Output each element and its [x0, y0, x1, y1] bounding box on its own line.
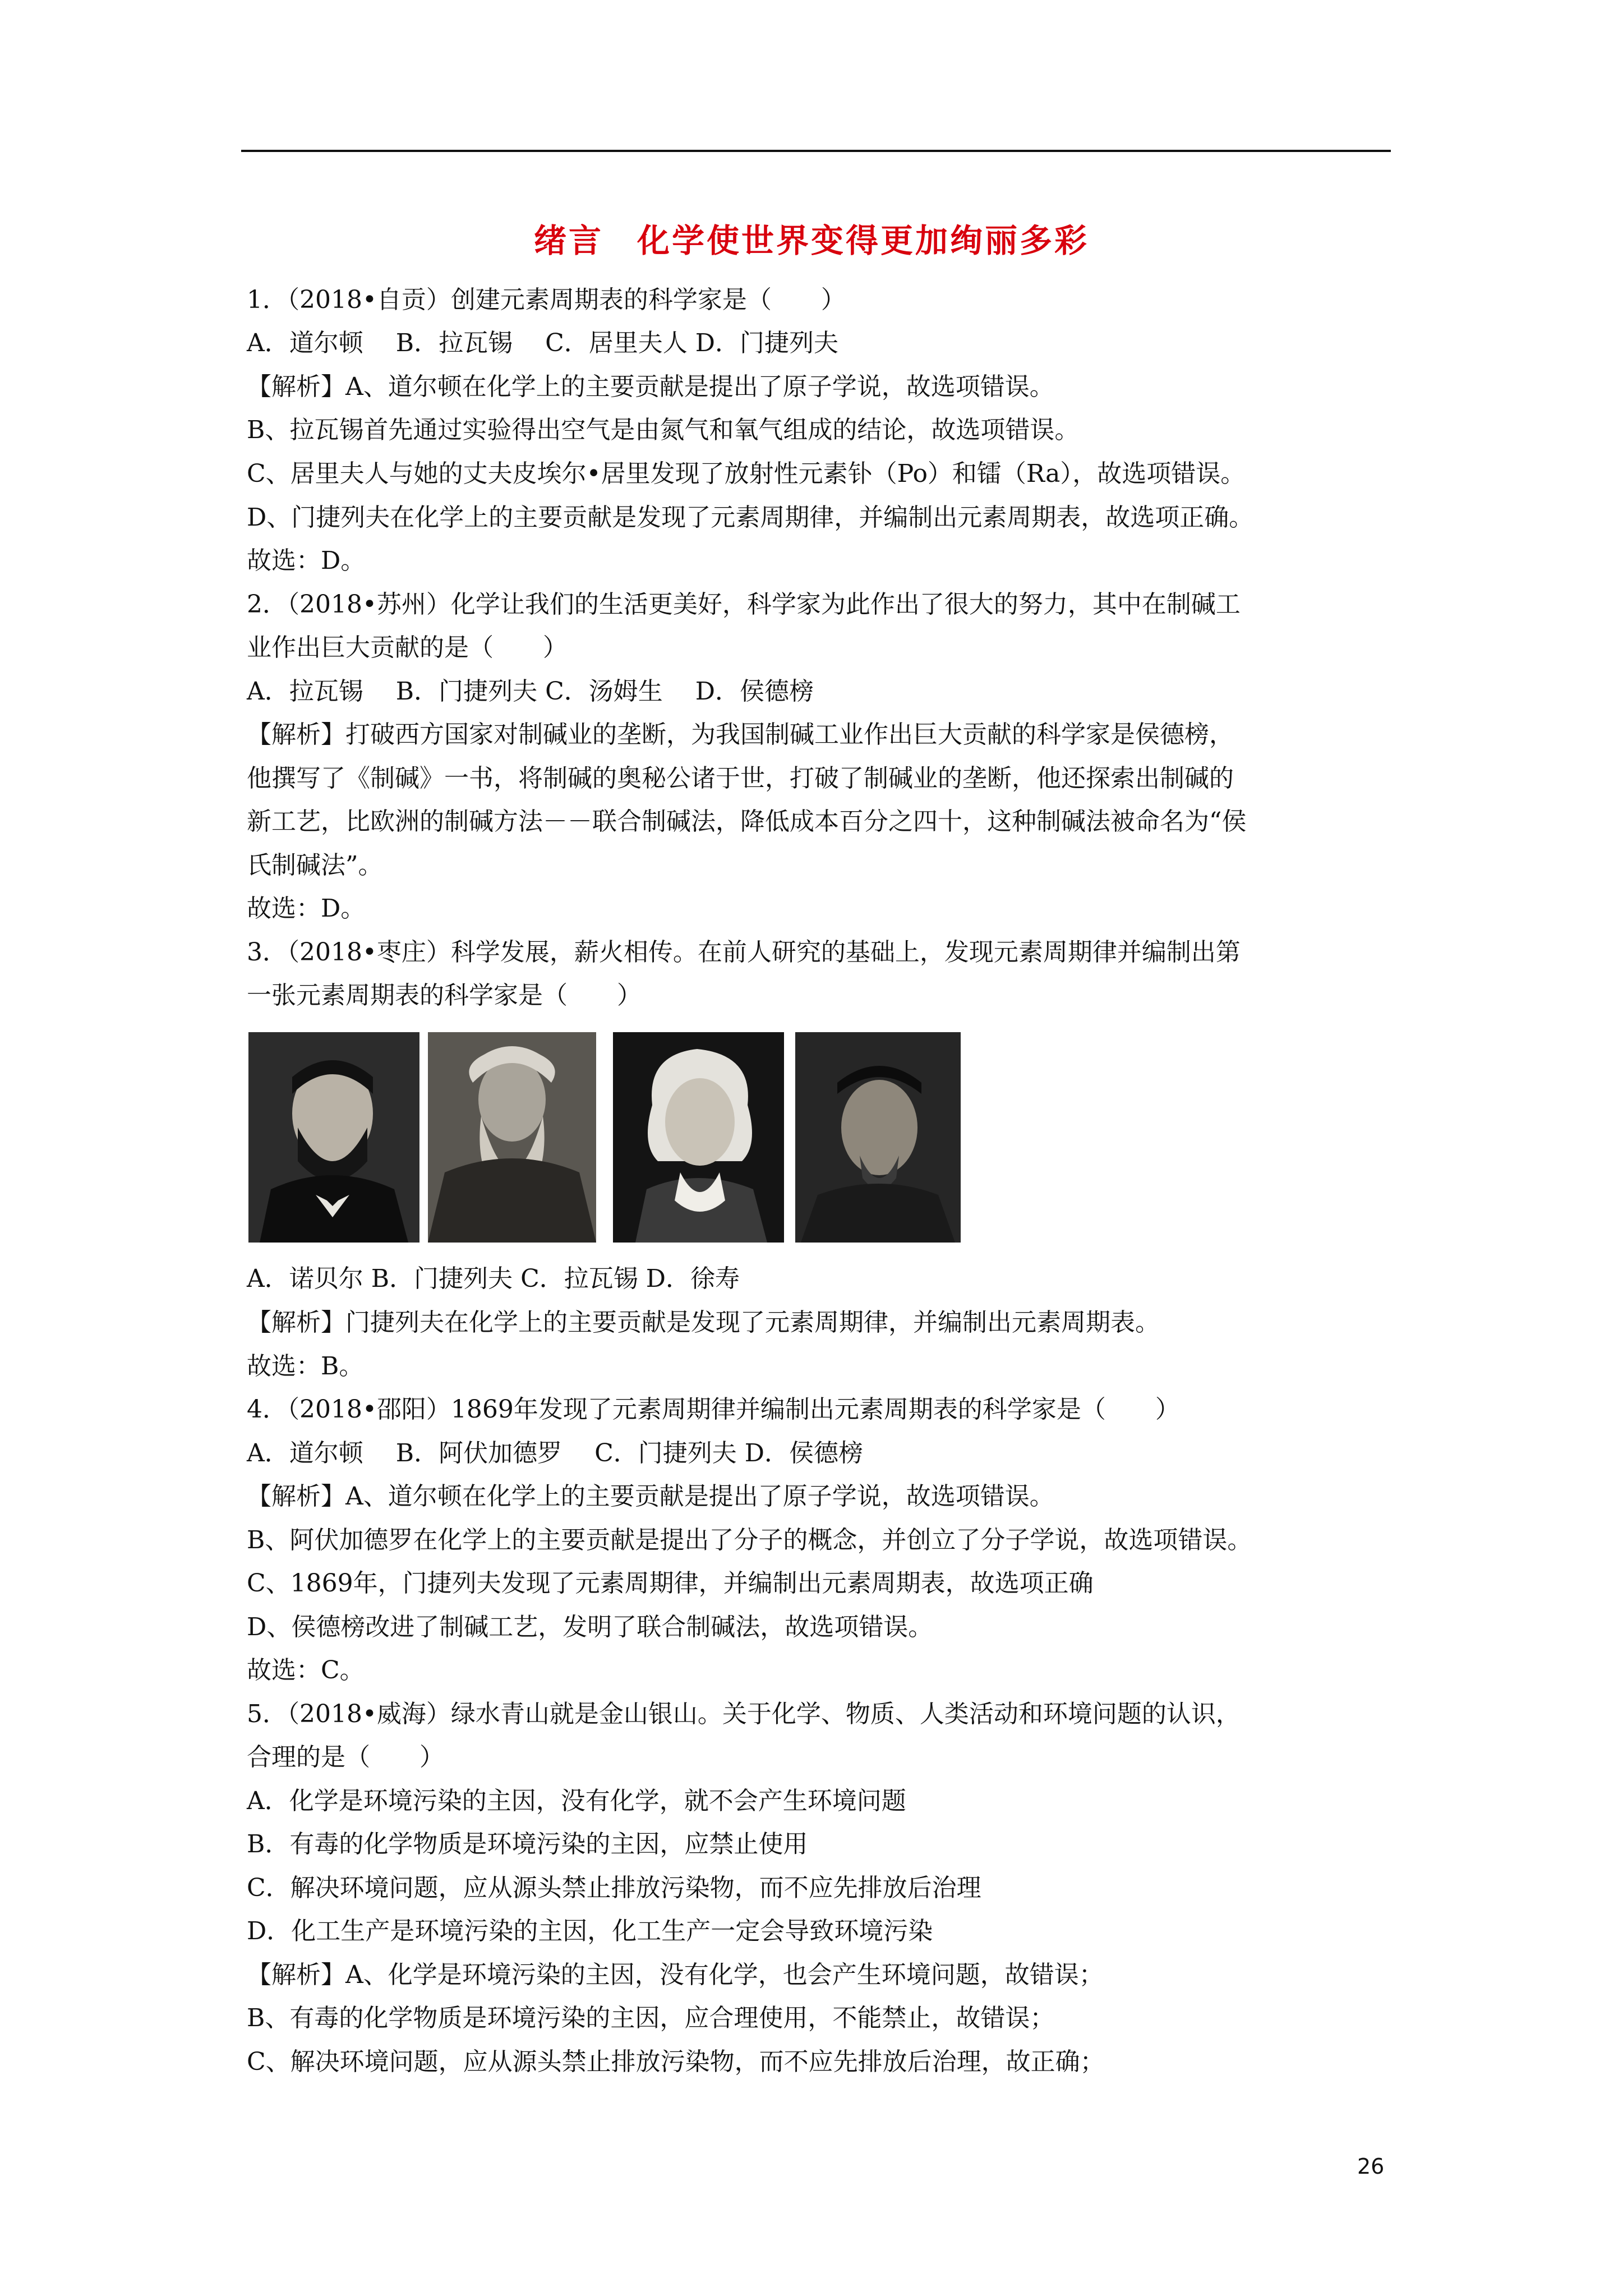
portrait-photos	[248, 1032, 961, 1245]
text-line: D．化工生产是环境污染的主因，化工生产一定会导致环境污染	[247, 1917, 933, 1945]
text-line: 3．（2018•枣庄）科学发展，薪火相传。在前人研究的基础上，发现元素周期律并编制出第	[247, 938, 1241, 967]
page-title	[0, 214, 1623, 261]
text-line: 【解析】门捷列夫在化学上的主要贡献是发现了元素周期律，并编制出元素周期表。	[247, 1308, 1160, 1337]
portrait-mendeleev	[428, 1032, 596, 1243]
text-line: B．有毒的化学物质是环境污染的主因，应禁止使用	[247, 1830, 808, 1858]
text-line: 故选：B。	[247, 1352, 364, 1381]
text-line: A．道尔顿 B．阿伏加德罗 C．门捷列夫 D．侯德榜	[247, 1439, 864, 1467]
text-line: C、居里夫人与她的丈夫皮埃尔•居里发现了放射性元素钋（Po）和镭（Ra），故选项错误。	[247, 459, 1246, 488]
portrait-xu-shou	[795, 1032, 961, 1243]
text-line: B、有毒的化学物质是环境污染的主因，应合理使用，不能禁止，故错误；	[247, 2004, 1055, 2032]
text-line: D、门捷列夫在化学上的主要贡献是发现了元素周期律，并编制出元素周期表，故选项正确。	[247, 503, 1254, 532]
portrait-lavoisier	[613, 1032, 784, 1243]
text-line: 故选：C。	[247, 1656, 365, 1685]
title-main: 化学使世界变得更加绚丽多彩	[637, 222, 1090, 260]
text-line: C．解决环境问题，应从源头禁止排放污染物，而不应先排放后治理	[247, 1874, 981, 1902]
text-line: D、侯德榜改进了制碱工艺，发明了联合制碱法，故选项错误。	[247, 1613, 933, 1641]
text-line: 【解析】打破西方国家对制碱业的垄断，为我国制碱工业作出巨大贡献的科学家是侯德榜，	[247, 720, 1234, 749]
text-line: C、1869年，门捷列夫发现了元素周期律，并编制出元素周期表，故选项正确	[247, 1569, 1094, 1598]
text-line: 业作出巨大贡献的是（ ）	[247, 633, 568, 662]
text-line: A．化学是环境污染的主因，没有化学，就不会产生环境问题	[247, 1787, 906, 1815]
portrait-nobel	[248, 1032, 419, 1243]
text-line: 故选：D。	[247, 546, 366, 575]
text-line: 【解析】A、化学是环境污染的主因，没有化学，也会产生环境问题，故错误；	[247, 1961, 1104, 1989]
text-line: 合理的是（ ）	[247, 1743, 444, 1772]
text-line: 氏制碱法”。	[247, 851, 383, 880]
text-line: A．拉瓦锡 B．门捷列夫 C．汤姆生 D．侯德榜	[247, 677, 814, 706]
text-line: A．诺贝尔 B．门捷列夫 C．拉瓦锡 D．徐寿	[247, 1264, 740, 1293]
text-line: 2．（2018•苏州）化学让我们的生活更美好，科学家为此作出了很大的努力，其中在制碱工	[247, 590, 1241, 619]
text-line: 故选：D。	[247, 894, 366, 923]
title-prefix: 绪言	[533, 222, 603, 260]
text-line: B、拉瓦锡首先通过实验得出空气是由氮气和氧气组成的结论，故选项错误。	[247, 416, 1080, 444]
text-line: 1．（2018•自贡）创建元素周期表的科学家是（ ）	[247, 286, 846, 314]
text-line: 新工艺，比欧洲的制碱方法－－联合制碱法，降低成本百分之四十，这种制碱法被命名为“侯	[247, 807, 1247, 836]
text-line: 4．（2018•邵阳）1869年发现了元素周期律并编制出元素周期表的科学家是（ ）	[247, 1395, 1180, 1424]
header-rule	[241, 150, 1391, 152]
text-line: A．道尔顿 B．拉瓦锡 C．居里夫人 D．门捷列夫	[247, 329, 839, 357]
page-number: 26	[1357, 2154, 1385, 2179]
text-line: B、阿伏加德罗在化学上的主要贡献是提出了分子的概念，并创立了分子学说，故选项错误。	[247, 1526, 1252, 1554]
text-line: 他撰写了《制碱》一书，将制碱的奥秘公诸于世，打破了制碱业的垄断，他还探索出制碱的	[247, 764, 1234, 793]
text-line: C、解决环境问题，应从源头禁止排放污染物，而不应先排放后治理，故正确；	[247, 2047, 1105, 2076]
text-line: 【解析】A、道尔顿在化学上的主要贡献是提出了原子学说，故选项错误。	[247, 1482, 1054, 1511]
text-line: 5．（2018•威海）绿水青山就是金山银山。关于化学、物质、人类活动和环境问题的认识，	[247, 1700, 1241, 1728]
text-line: 一张元素周期表的科学家是（ ）	[247, 981, 642, 1010]
text-line: 【解析】A、道尔顿在化学上的主要贡献是提出了原子学说，故选项错误。	[247, 372, 1054, 401]
